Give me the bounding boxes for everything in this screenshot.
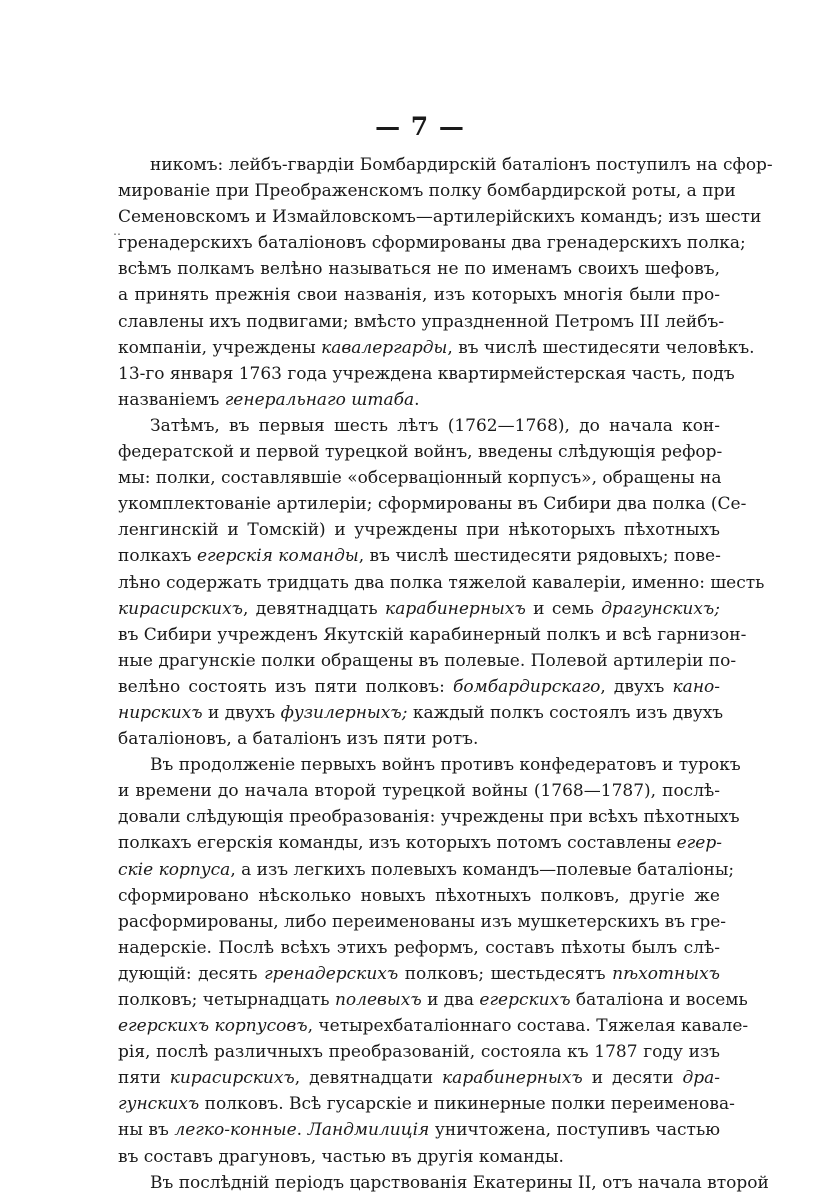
body-text bbox=[118, 152, 773, 1196]
text-line bbox=[118, 674, 720, 700]
text-run: сформировано нѣсколько новыхъ пѣхотныхъ полковъ, другіе же bbox=[118, 885, 720, 906]
text-line bbox=[118, 543, 720, 569]
text-run: полкахъ bbox=[118, 546, 197, 567]
text-line bbox=[118, 883, 720, 909]
text-run: пяти bbox=[118, 1068, 170, 1089]
text-line bbox=[118, 256, 720, 282]
italic-run: егерскія команды bbox=[196, 546, 359, 567]
italic-run: егерскихъ корпусовъ bbox=[118, 1016, 308, 1037]
italic-run: гунскихъ bbox=[118, 1094, 200, 1115]
text-line bbox=[118, 752, 741, 778]
text-line bbox=[118, 1039, 720, 1065]
text-line bbox=[118, 282, 720, 308]
text-line bbox=[118, 491, 747, 517]
text-run: мы: полки, составлявшіе «обсерваціонный корпусъ», обращены на bbox=[118, 468, 722, 489]
text-line bbox=[118, 309, 725, 335]
text-line bbox=[118, 413, 720, 439]
text-run: уничтожена, поступивъ частью bbox=[429, 1120, 720, 1141]
text-run: , а изъ легкихъ полевыхъ командъ—полевые баталіоны; bbox=[230, 859, 735, 880]
text-line bbox=[118, 465, 720, 491]
text-run: , двухъ bbox=[600, 676, 673, 697]
text-run: названіемъ bbox=[118, 389, 225, 410]
text-line bbox=[118, 804, 740, 830]
italic-run: пѣхотныхъ bbox=[612, 963, 721, 984]
text-run: полковъ; четырнадцать bbox=[118, 990, 335, 1010]
text-line bbox=[118, 857, 735, 883]
text-line bbox=[118, 1065, 720, 1091]
text-run: , въ числѣ шестидесяти рядовыхъ; пове- bbox=[358, 546, 721, 567]
italic-run: гренадерскихъ bbox=[264, 963, 399, 984]
text-run: довали слѣдующія преобразованія: учреждены при всѣхъ пѣхотныхъ bbox=[118, 807, 740, 828]
text-line bbox=[118, 961, 720, 987]
text-run: , четырехбаталіоннаго состава. Тяжелая кавале- bbox=[307, 1016, 749, 1037]
italic-run: генеральнаго штаба bbox=[224, 389, 415, 410]
text-run: 13-го января 1763 года учреждена квартирмейстерская часть, подъ bbox=[118, 363, 735, 384]
text-run: полковъ; шестьдесятъ bbox=[398, 963, 613, 984]
text-line bbox=[118, 178, 736, 204]
text-run: компаніи, учреждены bbox=[118, 337, 322, 358]
text-run: и десяти bbox=[582, 1068, 683, 1089]
italic-run: нирскихъ bbox=[118, 702, 203, 723]
text-line bbox=[118, 439, 723, 465]
text-run: а принять прежнія свои названія, изъ которыхъ многія были про- bbox=[118, 285, 720, 306]
text-run: и семь bbox=[525, 598, 602, 619]
italic-run: кирасирскихъ bbox=[169, 1068, 295, 1089]
paragraph bbox=[118, 752, 749, 1170]
text-run: всѣмъ полкамъ велѣно называться не по именамъ своихъ шефовъ, bbox=[118, 259, 720, 280]
text-run: Семеновскомъ и Измайловскомъ—артилерійскихъ командъ; изъ шести bbox=[118, 207, 762, 228]
text-line bbox=[118, 648, 737, 674]
text-run: Затѣмъ, въ первыя шесть лѣтъ (1762—1768), до начала кон- bbox=[150, 415, 720, 436]
text-run: полковъ. Всѣ гусарскіе и пикинерные полки переименова- bbox=[199, 1094, 735, 1115]
text-line bbox=[118, 830, 720, 856]
text-run: славлены ихъ подвигами; вмѣсто упраздненной Петромъ III лейбъ- bbox=[118, 311, 725, 332]
text-line bbox=[118, 335, 755, 361]
text-run: . bbox=[296, 1120, 308, 1141]
italic-run: Ландмилиція bbox=[307, 1120, 430, 1141]
text-line bbox=[118, 700, 724, 726]
text-line bbox=[118, 1013, 749, 1039]
italic-run: егерскихъ bbox=[479, 990, 571, 1010]
italic-run: кано- bbox=[672, 676, 720, 697]
text-line bbox=[118, 596, 720, 622]
text-run: велѣно состоять изъ пяти полковъ: bbox=[118, 676, 453, 697]
italic-run: легко-конные bbox=[174, 1120, 297, 1141]
text-run: рія, послѣ различныхъ преобразованій, состояла къ 1787 году изъ bbox=[118, 1042, 720, 1063]
text-run: дующій: десять bbox=[118, 963, 265, 984]
text-run: и два bbox=[421, 990, 480, 1010]
text-line bbox=[118, 726, 720, 752]
text-run: , девятнадцати bbox=[294, 1068, 443, 1089]
text-run: Въ послѣдній періодъ царствованія Екатерины II, отъ начала второй bbox=[150, 1172, 769, 1193]
text-line bbox=[118, 778, 720, 804]
italic-run: драгунскихъ; bbox=[601, 598, 720, 619]
text-run: , въ числѣ шестидесяти человѣкъ. bbox=[447, 337, 755, 358]
text-line bbox=[118, 1170, 769, 1196]
paragraph bbox=[118, 413, 765, 752]
italic-run: дра- bbox=[682, 1068, 720, 1089]
text-run: и времени до начала второй турецкой войны (1768—1787), послѣ- bbox=[118, 781, 720, 802]
margin-mark: ‥ bbox=[113, 224, 122, 238]
text-line bbox=[118, 387, 720, 413]
text-run: баталіоновъ, а баталіонъ изъ пяти ротъ. bbox=[118, 729, 479, 750]
text-run: баталіона и восемь bbox=[570, 990, 748, 1010]
text-line bbox=[118, 204, 762, 230]
text-run: въ Сибири учрежденъ Якутскій карабинерный полкъ и всѣ гарнизон- bbox=[118, 624, 747, 645]
text-run: расформированы, либо переименованы изъ мушкетерскихъ въ гре- bbox=[118, 911, 727, 932]
text-run: никомъ: лейбъ-гвардіи Бомбардирскій баталіонъ поступилъ на сфор- bbox=[150, 155, 773, 175]
text-line bbox=[118, 909, 727, 935]
text-line bbox=[118, 570, 765, 596]
italic-run: карабинерныхъ bbox=[442, 1068, 583, 1089]
text-run: федератской и первой турецкой войнъ, введены слѣдующія рефор- bbox=[118, 442, 723, 463]
italic-run: фузилерныхъ; bbox=[280, 702, 408, 723]
text-run: Въ продолженіе первыхъ войнъ противъ конфедератовъ и турокъ bbox=[150, 755, 741, 776]
italic-run: кавалергарды bbox=[321, 337, 448, 358]
italic-run: полевыхъ bbox=[334, 990, 422, 1010]
text-run: мированіе при Преображенскомъ полку бомбардирской роты, а при bbox=[118, 181, 736, 202]
text-line bbox=[118, 622, 747, 648]
text-line bbox=[118, 935, 720, 961]
text-line bbox=[118, 361, 735, 387]
text-run: ленгинскій и Томскій) и учреждены при нѣкоторыхъ пѣхотныхъ bbox=[118, 520, 720, 541]
text-run: , девятнадцать bbox=[243, 598, 386, 619]
text-run: ны въ bbox=[118, 1120, 175, 1141]
text-line bbox=[118, 1117, 720, 1143]
text-line bbox=[118, 1144, 720, 1170]
text-run: надерскіе. Послѣ всѣхъ этихъ реформъ, составъ пѣхоты былъ слѣ- bbox=[118, 937, 720, 958]
italic-run: скіе корпуса bbox=[118, 859, 231, 880]
text-run: въ составъ драгуновъ, частью въ другія команды. bbox=[118, 1146, 564, 1167]
text-run: . bbox=[414, 389, 420, 410]
text-line bbox=[118, 1091, 735, 1117]
text-run: гренадерскихъ баталіоновъ сформированы два гренадерскихъ полка; bbox=[118, 233, 746, 254]
text-line bbox=[118, 987, 748, 1013]
text-run: укомплектованіе артилеріи; сформированы въ Сибири два полка (Се- bbox=[118, 494, 747, 515]
page-number: — 7 — bbox=[375, 112, 465, 141]
italic-run: кирасирскихъ bbox=[118, 598, 244, 619]
text-line bbox=[118, 152, 773, 178]
paragraph bbox=[118, 1170, 769, 1196]
italic-run: егер- bbox=[676, 833, 722, 854]
text-line bbox=[118, 230, 746, 256]
italic-run: бомбардирскаго bbox=[452, 676, 601, 697]
text-run: каждый полкъ состоялъ изъ двухъ bbox=[407, 702, 724, 723]
text-run: лѣно содержать тридцать два полка тяжелой кавалеріи, именно: шесть bbox=[118, 572, 765, 593]
text-run: и двухъ bbox=[202, 702, 281, 723]
text-run: ные драгунскіе полки обращены въ полевые. Полевой артилеріи по- bbox=[118, 650, 737, 671]
text-line bbox=[118, 517, 720, 543]
text-run: полкахъ егерскія команды, изъ которыхъ потомъ составлены bbox=[118, 833, 677, 854]
italic-run: карабинерныхъ bbox=[385, 598, 526, 619]
paragraph bbox=[118, 152, 773, 413]
